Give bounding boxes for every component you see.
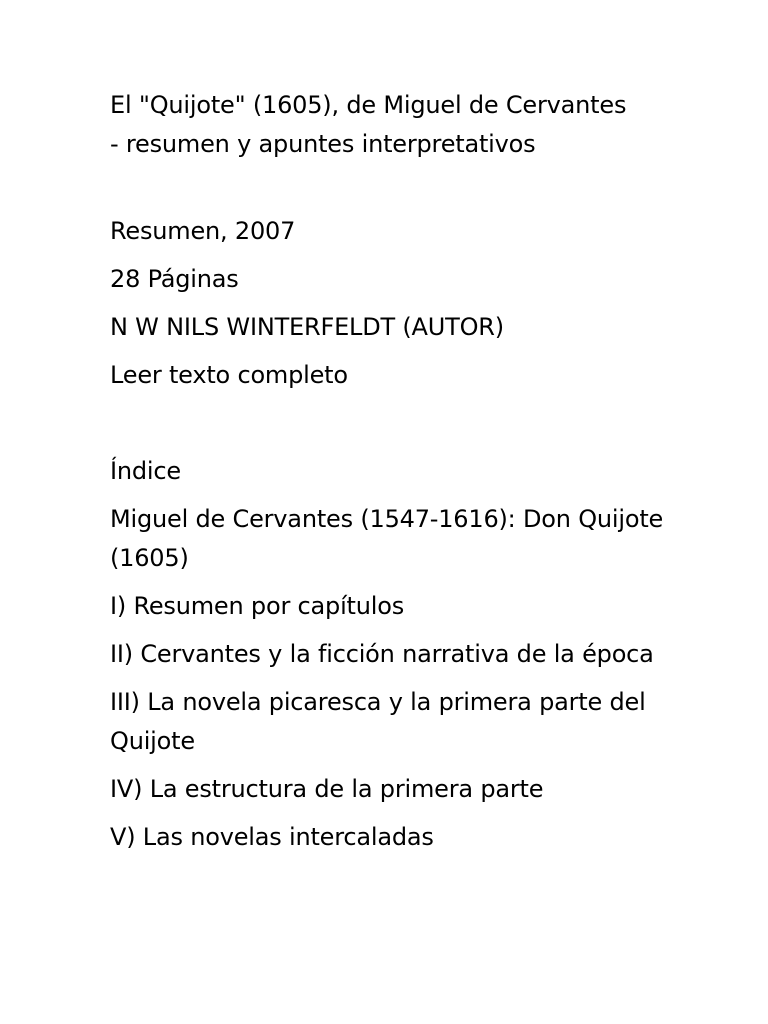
- author-name: N W NILS WINTERFELDT (AUTOR): [110, 313, 504, 341]
- index-entry: Miguel de Cervantes (1547-1616): Don Quijote (1605): [110, 505, 664, 572]
- document-title-line-2: - resumen y apuntes interpretativos: [110, 130, 536, 158]
- index-entry: IV) La estructura de la primera parte: [110, 775, 544, 803]
- index-entry: I) Resumen por capítulos: [110, 592, 405, 620]
- index-entry: III) La novela picaresca y la primera parte del Quijote: [110, 688, 646, 755]
- index-entry: V) Las novelas intercaladas: [110, 823, 434, 851]
- document-page: [110, 86, 670, 866]
- section-spacer: [110, 164, 670, 212]
- index-heading: Índice: [110, 457, 181, 485]
- read-full-text-link[interactable]: Leer texto completo: [110, 361, 348, 389]
- section-spacer: [110, 404, 670, 452]
- page-count: 28 Páginas: [110, 265, 239, 293]
- document-title-line-1: El "Quijote" (1605), de Miguel de Cervantes: [110, 91, 627, 119]
- index-entry: II) Cervantes y la ficción narrativa de la época: [110, 640, 654, 668]
- document-type-year: Resumen, 2007: [110, 217, 296, 245]
